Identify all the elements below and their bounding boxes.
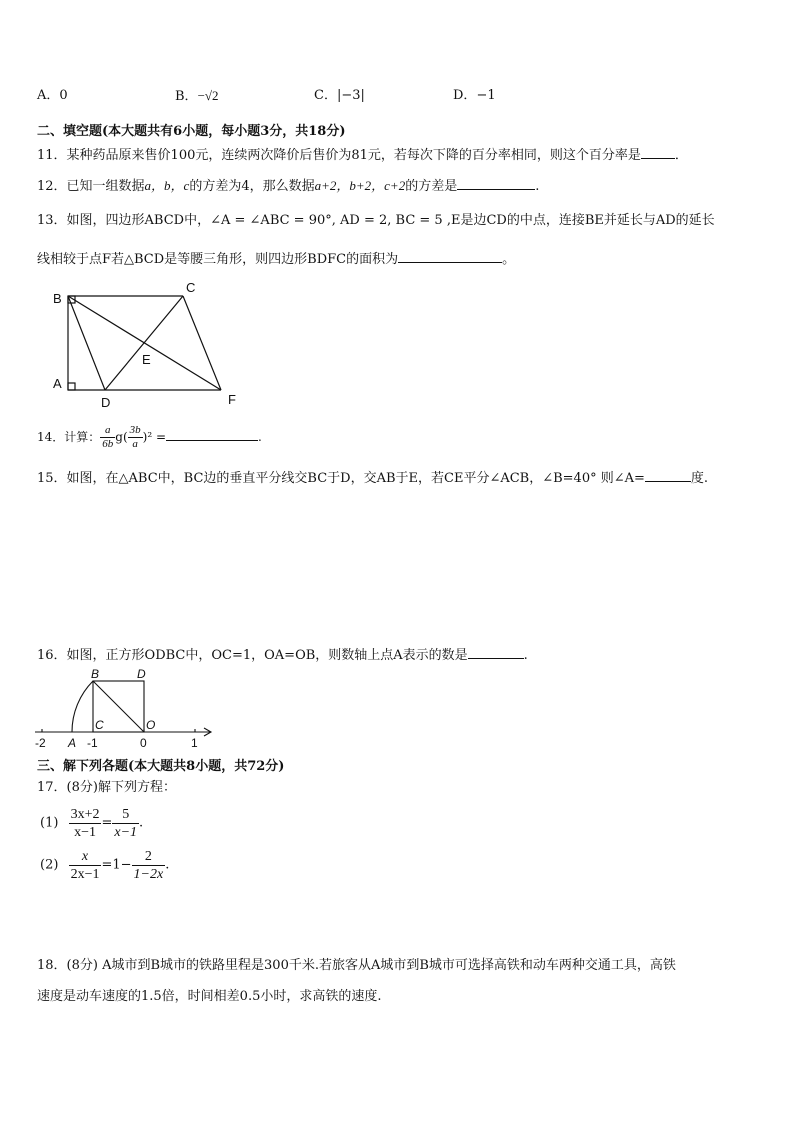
q17-p2-end: . <box>165 857 170 873</box>
label-a: A <box>53 376 62 391</box>
q13-answer-blank[interactable] <box>398 251 502 263</box>
q18-line2: 速度是动车速度的1.5倍，时间相差0.5小时，求高铁的速度. <box>37 989 382 1004</box>
q17-p2-right-fraction <box>132 848 166 883</box>
question-12 <box>37 178 539 195</box>
label-d: D <box>137 667 146 681</box>
q10-option-c-label: C． <box>314 88 337 103</box>
q12-mid: 的方差为4，那么数据 <box>189 179 315 194</box>
q11-tail: ． <box>674 148 688 163</box>
q16-answer-blank[interactable] <box>468 647 524 659</box>
q17-p1-rn: 5 <box>112 806 139 824</box>
q17-p1-right-fraction <box>112 806 139 841</box>
q14-answer-blank[interactable] <box>166 429 258 441</box>
section-3-title: 三、解下列各题(本大题共8小题，共72分) <box>37 759 285 774</box>
q17-p2-eq: =1− <box>101 857 132 873</box>
q10-option-d-math: −1 <box>476 88 496 103</box>
edge-bf <box>68 296 221 390</box>
question-13-line2 <box>37 251 515 268</box>
q14-prefix: 14．计算： <box>37 430 101 444</box>
q14-f1-num: a <box>100 424 115 438</box>
q14-f2-den: a <box>132 438 138 450</box>
question-11 <box>37 147 688 164</box>
q17-part-2 <box>40 848 169 883</box>
question-16 <box>37 647 528 664</box>
q10-option-b <box>175 88 219 105</box>
q17-p1-eq: = <box>101 815 113 831</box>
q10-option-c-math: |−3| <box>336 88 365 103</box>
q17-p2-ld: 2x−1 <box>70 867 100 882</box>
q12-text: 12．已知一组数据 <box>37 179 145 194</box>
q12-end: . <box>535 179 540 194</box>
label-f: F <box>228 392 236 407</box>
q16-figure <box>30 666 220 752</box>
q10-option-d-label: D． <box>453 88 477 103</box>
q14-f1-den: 6b <box>102 438 114 450</box>
label-c: C <box>186 280 196 295</box>
q16-tail: . <box>523 648 528 663</box>
q15-answer-blank[interactable] <box>645 470 691 482</box>
q14-pow: )² = <box>142 430 167 444</box>
q17-part-1 <box>40 806 143 841</box>
question-14 <box>37 424 262 451</box>
q17-p1-ln: 3x+2 <box>70 807 100 822</box>
q12-expr: a+2，b+2，c+2 <box>314 178 406 193</box>
q16-text: 16．如图，正方形ODBC中，OC=1，OA=OB，则数轴上点A表示的数是 <box>37 648 468 663</box>
q17-title: 17．(8分)解下列方程： <box>37 780 176 795</box>
q13-line1: 13．如图，四边形ABCD中，∠A = ∠ABC = 90°, AD = 2, BC = 5 ,E是边CD的中点，连接BE并延长与AD的延长 <box>37 213 715 228</box>
q12-answer-blank[interactable] <box>457 178 535 190</box>
q10-option-d <box>453 88 496 104</box>
q13-figure <box>45 278 245 413</box>
q13-line2: 线相较于点F若△BCD是等腰三角形，则四边形BDFC的面积为 <box>37 252 399 267</box>
edge-cf <box>183 296 221 390</box>
tick-label-minus-2: -2 <box>35 736 46 750</box>
q17-p2-label: (2) <box>40 857 59 873</box>
label-a: A <box>68 736 77 750</box>
q15-text: 15．如图，在△ABC中，BC边的垂直平分线交BC于D，交AB于E，若CE平分∠ACB，∠B=40° 则∠A= <box>37 471 645 486</box>
q13-tail: 。 <box>502 252 516 267</box>
q17-p2-rn: 2 <box>132 848 166 866</box>
arc-ba <box>72 681 93 732</box>
q14-g: g( <box>115 430 128 444</box>
tick-label-minus-1: -1 <box>87 736 98 750</box>
q11-text: 11．某种药品原来售价100元，连续两次降价后售价为81元，若每次下降的百分率相同，则这个百分率是 <box>37 148 641 163</box>
q11-answer-blank[interactable] <box>641 147 675 159</box>
q10-option-c <box>314 88 365 104</box>
label-d: D <box>101 395 111 410</box>
q10-option-a: A．0 <box>37 88 68 103</box>
label-c: C <box>95 718 104 732</box>
q15-tail: 度. <box>690 471 709 486</box>
q10-option-b-math: −√2 <box>197 88 219 103</box>
q12-tail: 的方差是 <box>405 179 458 194</box>
q17-p2-left-fraction <box>69 848 102 883</box>
q18-line1: 18．(8分) A城市到B城市的铁路里程是300千米.若旅客从A城市到B城市可选择高铁和动车两种交通工具，高铁 <box>37 958 676 973</box>
tick-label-1: 1 <box>191 736 198 750</box>
section-2-title: 二、填空题(本大题共有6小题，每小题3分，共18分) <box>37 124 346 139</box>
q17-p1-label: (1) <box>40 815 59 831</box>
q17-p2-ln: x <box>69 848 102 866</box>
label-e: E <box>142 352 151 367</box>
right-angle-a <box>68 383 75 390</box>
q17-p1-ld: x−1 <box>74 825 96 840</box>
label-b: B <box>53 291 62 306</box>
q12-vars: a，b，c <box>144 178 190 193</box>
q17-p1-end: . <box>139 815 144 831</box>
q14-fraction-1 <box>100 424 115 451</box>
q14-f2-num: 3b <box>129 424 141 436</box>
q17-p1-left-fraction <box>69 806 102 841</box>
tick-label-0: 0 <box>140 736 147 750</box>
edge-bd <box>68 296 105 390</box>
q10-option-b-label: B． <box>175 89 198 104</box>
q17-p1-rd: x−1 <box>114 825 138 840</box>
label-o: O <box>146 718 156 732</box>
q14-fraction-2 <box>128 424 143 451</box>
q14-tail: . <box>258 430 262 444</box>
question-15 <box>37 470 708 487</box>
label-b: B <box>91 667 100 681</box>
q17-p2-rd: 1−2x <box>133 867 164 882</box>
